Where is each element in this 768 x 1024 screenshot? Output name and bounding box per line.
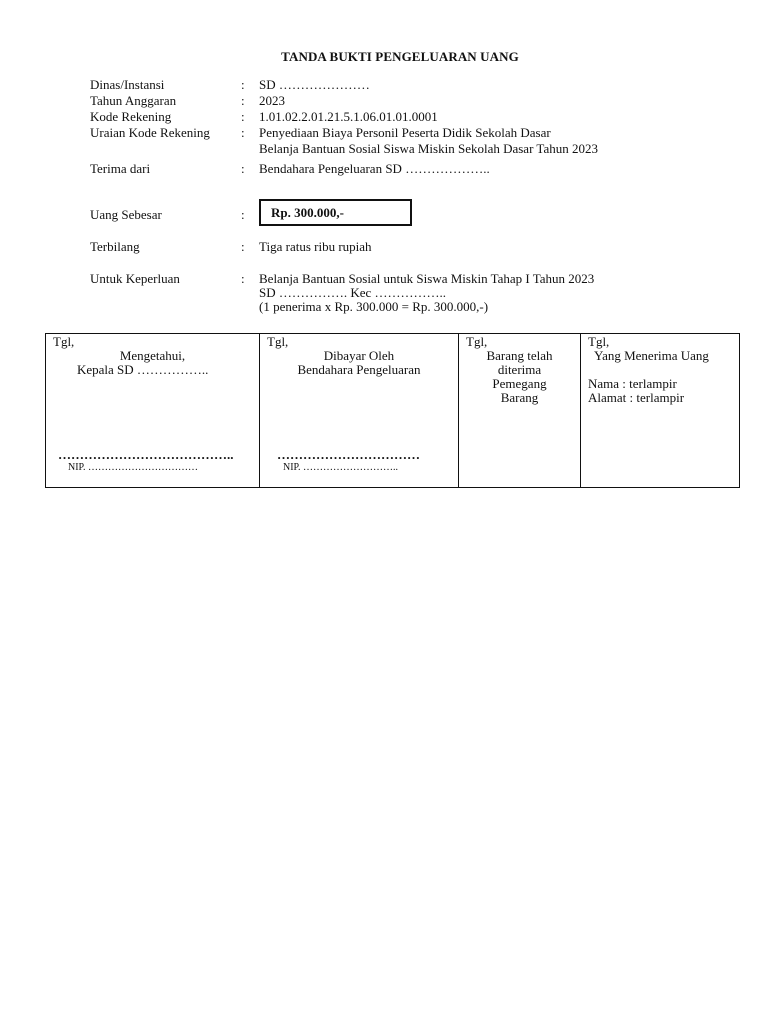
- colon: :: [241, 207, 245, 222]
- uraian-value-1: Penyediaan Biaya Personil Peserta Didik Sekolah Dasar: [259, 125, 551, 140]
- terbilang-value: Tiga ratus ribu rupiah: [259, 239, 372, 254]
- keperluan-value-3: (1 penerima x Rp. 300.000 = Rp. 300.000,-): [259, 299, 489, 314]
- nama-label: Nama : terlampir: [588, 376, 677, 391]
- colon: :: [241, 125, 245, 140]
- tgl-label: Tgl,: [267, 334, 289, 349]
- keperluan-value-1: Belanja Bantuan Sosial untuk Siswa Miskin Tahap I Tahun 2023: [259, 271, 595, 286]
- pemegang-label: Pemegang: [492, 376, 547, 391]
- uraian-value-2: Belanja Bantuan Sosial Siswa Miskin Sekolah Dasar Tahun 2023: [259, 141, 598, 156]
- tgl-label: Tgl,: [53, 334, 75, 349]
- nip-kepala: NIP. ……………………………: [68, 462, 199, 473]
- dibayar-oleh-label: Dibayar Oleh: [323, 348, 395, 363]
- keperluan-value-2: SD ……………. Kec ……………..: [259, 285, 447, 300]
- nip-bendahara: NIP. ………………………..: [283, 462, 399, 473]
- signature-table: [45, 333, 740, 488]
- document-title: TANDA BUKTI PENGELUARAN UANG: [281, 49, 519, 64]
- kode-value: 1.01.02.2.01.21.5.1.06.01.01.0001: [259, 109, 438, 124]
- alamat-label: Alamat : terlampir: [588, 390, 685, 405]
- dinas-value: SD …………………: [259, 77, 370, 92]
- uang-label: Uang Sebesar: [90, 207, 162, 222]
- kode-label: Kode Rekening: [90, 109, 172, 124]
- barang-telah-label: Barang telah: [486, 348, 553, 363]
- terbilang-label: Terbilang: [90, 239, 140, 254]
- signature-cell-penerima: [581, 334, 740, 488]
- mengetahui-label: Mengetahui,: [119, 348, 186, 363]
- kepala-sd-label: Kepala SD ……………..: [77, 362, 209, 377]
- colon: :: [241, 239, 245, 254]
- uraian-label: Uraian Kode Rekening: [90, 125, 210, 140]
- tgl-label: Tgl,: [588, 334, 610, 349]
- yang-menerima-label: Yang Menerima Uang: [594, 348, 709, 363]
- signature-cell-pemegang-barang: [459, 334, 581, 488]
- signature-cell-kepala: [46, 334, 260, 488]
- tahun-label: Tahun Anggaran: [90, 93, 177, 108]
- bendahara-label: Bendahara Pengeluaran: [297, 362, 421, 377]
- colon: :: [241, 93, 245, 108]
- signature-cell-bendahara: [260, 334, 459, 488]
- terima-label: Terima dari: [90, 161, 151, 176]
- amount-box: Rp. 300.000,-: [259, 199, 412, 226]
- colon: :: [241, 109, 245, 124]
- terima-value: Bendahara Pengeluaran SD ………………..: [259, 161, 490, 176]
- colon: :: [241, 271, 245, 286]
- keperluan-label: Untuk Keperluan: [90, 271, 180, 286]
- signature-line: ……………………………: [277, 447, 420, 462]
- dinas-label: Dinas/Instansi: [90, 77, 165, 92]
- signature-line: …………………………………..: [58, 447, 234, 462]
- tgl-label: Tgl,: [466, 334, 488, 349]
- diterima-label: diterima: [497, 362, 542, 377]
- colon: :: [241, 77, 245, 92]
- barang-label: Barang: [500, 390, 539, 405]
- tahun-value: 2023: [259, 93, 285, 108]
- colon: :: [241, 161, 245, 176]
